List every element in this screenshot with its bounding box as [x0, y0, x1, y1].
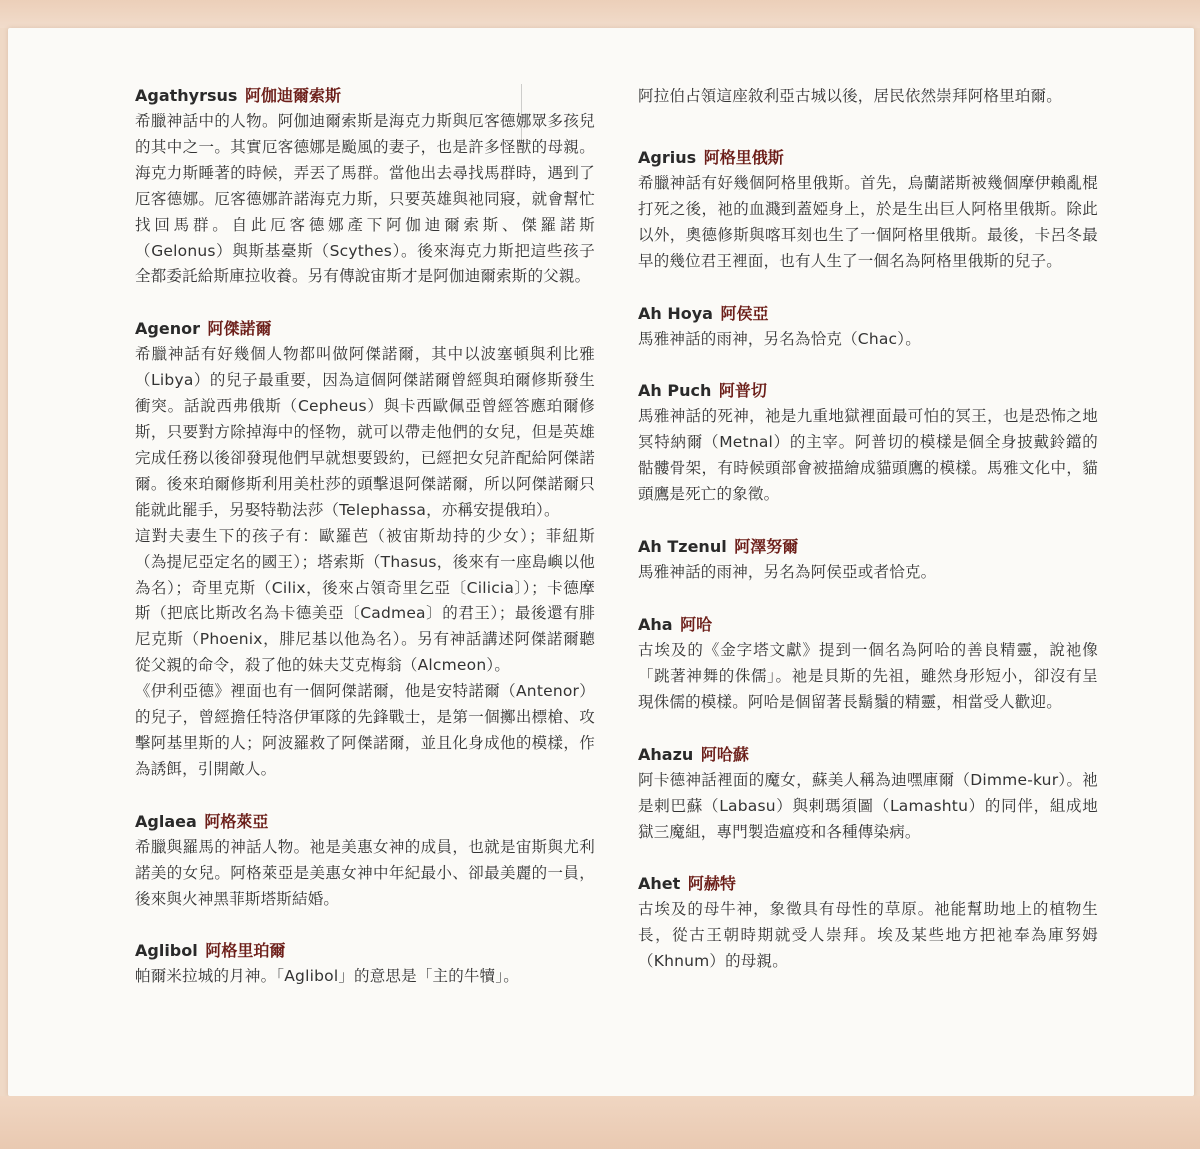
- entry-body: [638, 404, 1098, 508]
- entry-body: [638, 768, 1098, 846]
- entry-paragraph: 馬雅神話的雨神，另名為阿侯亞或者恰克。: [638, 563, 937, 582]
- headword-english: Agathyrsus: [135, 86, 238, 105]
- entry-headword: [638, 872, 1098, 896]
- entry-body: [638, 560, 1098, 586]
- entry-body: [135, 109, 595, 290]
- dictionary-entry: [638, 84, 1098, 110]
- entry-headword: [638, 613, 1098, 637]
- dictionary-entry: [135, 939, 595, 990]
- headword-english: Agrius: [638, 147, 697, 167]
- entry-headword: [135, 939, 595, 963]
- headword-english: Ah Puch: [638, 381, 712, 401]
- headword-chinese: 阿格萊亞: [204, 811, 269, 831]
- entry-paragraph: 阿卡德神話裡面的魔女，蘇美人稱為迪嘿庫爾（Dimme-kur）。祂是剌巴蘇（Labasu）與剌瑪須圖（Lamashtu）的同伴，組成地獄三魔組，專門製造瘟疫和各種傳染病。: [638, 770, 1098, 841]
- headword-chinese: 阿澤努爾: [734, 537, 799, 557]
- dictionary-entry: [135, 84, 595, 290]
- dictionary-entry: [638, 379, 1098, 508]
- dictionary-entry: [135, 317, 595, 782]
- left-column: [135, 84, 595, 1017]
- headword-english: Ah Hoya: [638, 303, 713, 323]
- headword-chinese: 阿哈蘇: [700, 744, 749, 764]
- headword-english: Agenor: [135, 319, 200, 339]
- entry-headword: [135, 810, 595, 834]
- entry-paragraph: 古埃及的《金字塔文獻》提到一個名為阿哈的善良精靈，說祂像「跳著神舞的侏儒」。祂是貝斯的先祖，雖然身形短小，卻沒有呈現侏儒的模樣。阿哈是個留著長鬍鬚的精靈，相當受人歡迎。: [638, 640, 1098, 711]
- entry-headword: [638, 146, 1098, 170]
- headword-chinese: 阿傑諾爾: [207, 319, 272, 339]
- headword-english: Aha: [638, 614, 673, 634]
- entry-headword: [135, 84, 595, 108]
- headword-english: Ah Tzenul: [638, 537, 727, 557]
- headword-english: Ahet: [638, 874, 681, 894]
- entry-paragraph: 帕爾米拉城的月神。「Aglibol」的意思是「主的牛犢」。: [135, 967, 519, 986]
- headword-chinese: 阿格里珀爾: [205, 941, 286, 961]
- entry-body: [638, 897, 1098, 975]
- dictionary-entry: [135, 810, 595, 913]
- headword-chinese: 阿普切: [718, 381, 767, 401]
- entry-paragraph: 希臘神話有好幾個阿格里俄斯。首先，烏蘭諾斯被幾個摩伊賴亂棍打死之後，祂的血濺到蓋婭身上，於是生出巨人阿格里俄斯。除此以外，奧德修斯與喀耳刻也生了一個阿格里俄斯。最後，卡呂冬最早的幾位君王裡面，也有人生了一個名為阿格里俄斯的兒子。: [638, 173, 1098, 270]
- entry-headword: [638, 743, 1098, 767]
- right-column: [638, 84, 1098, 1002]
- entry-body: [638, 171, 1098, 275]
- entry-body: [135, 342, 595, 782]
- headword-chinese: 阿赫特: [687, 874, 736, 894]
- dictionary-entry: [638, 535, 1098, 586]
- entry-paragraph: 馬雅神話的雨神，另名為恰克（Chac）。: [638, 329, 921, 348]
- entry-paragraph: 阿拉伯占領這座敘利亞古城以後，居民依然崇拜阿格里珀爾。: [638, 87, 1062, 105]
- headword-chinese: 阿侯亞: [720, 303, 769, 323]
- entry-headword: [638, 535, 1098, 559]
- entry-paragraph: 這對夫妻生下的孩子有：歐羅芭（被宙斯劫持的少女）；菲紐斯（為提尼亞定名的國王）；塔索斯（Thasus，後來有一座島嶼以他為名）；奇里克斯（Cilix，後來占領奇里乞亞〔Cilicia〕）；卡德摩斯（把底比斯改名為卡德美亞〔Cadmea〕的君王）；最後還有腓尼克斯（Phoenix，腓尼基以他為名）。另有神話講述阿傑諾爾聽從父親的命令，殺了他的妹夫艾克梅翁（Alcmeon）。: [135, 526, 595, 675]
- entry-headword: [638, 379, 1098, 403]
- entry-body: [135, 835, 595, 913]
- headword-chinese: 阿哈: [680, 614, 713, 634]
- scan-bottom-band: [0, 1096, 1200, 1149]
- dictionary-entry: [638, 302, 1098, 353]
- entry-body: [638, 327, 1098, 353]
- entry-paragraph: 希臘神話有好幾個人物都叫做阿傑諾爾，其中以波塞頓與利比雅（Libya）的兒子最重要，因為這個阿傑諾爾曾經與珀爾修斯發生衝突。話說西弗俄斯（Cepheus）與卡西歐佩亞曾經答應珀爾修斯，只要對方除掉海中的怪物，就可以帶走他們的女兒，但是英雄完成任務以後卻發現他們早就想要毀約，已經把女兒許配給阿傑諾爾。後來珀爾修斯利用美杜莎的頭擊退阿傑諾爾，所以阿傑諾爾只能就此罷手，另娶特勒法莎（Telephassa，亦稱安提俄珀）。: [135, 345, 595, 519]
- headword-english: Ahazu: [638, 744, 694, 764]
- entry-paragraph: 希臘與羅馬的神話人物。祂是美惠女神的成員，也就是宙斯與尤利諾美的女兒。阿格萊亞是美惠女神中年紀最小、卻最美麗的一員，後來與火神黑菲斯塔斯結婚。: [135, 837, 595, 908]
- dictionary-entry: [638, 146, 1098, 275]
- entry-paragraph: 古埃及的母牛神，象徵具有母性的草原。祂能幫助地上的植物生長，從古王朝時期就受人崇拜。埃及某些地方把祂奉為庫努姆（Khnum）的母親。: [638, 900, 1098, 971]
- headword-english: Aglaea: [135, 811, 197, 831]
- entry-headword: [135, 317, 595, 341]
- entry-paragraph: 馬雅神話的死神，祂是九重地獄裡面最可怕的冥王，也是恐怖之地冥特納爾（Metnal）的主宰。阿普切的模樣是個全身披戴鈴鐺的骷髏骨架，有時候頭部會被描繪成貓頭鷹的模樣。馬雅文化中，貓頭鷹是死亡的象徵。: [638, 407, 1098, 504]
- dictionary-entry: [638, 743, 1098, 846]
- headword-chinese: 阿格里俄斯: [703, 147, 784, 167]
- entry-body: [638, 638, 1098, 716]
- entry-paragraph: 希臘神話中的人物。阿伽迪爾索斯是海克力斯與厄客德娜眾多孩兒的其中之一。其實厄客德娜是颱風的妻子，也是許多怪獸的母親。海克力斯睡著的時候，弄丟了馬群。當他出去尋找馬群時，遇到了厄客德娜。厄客德娜許諾海克力斯，只要英雄與祂同寢，就會幫忙找回馬群。自此厄客德娜產下阿伽迪爾索斯、傑羅諾斯（Gelonus）與斯基臺斯（Scythes）。後來海克力斯把這些孩子全都委託給斯庫拉收養。另有傳說宙斯才是阿伽迪爾索斯的父親。: [135, 112, 595, 286]
- dictionary-entry: [638, 872, 1098, 975]
- entry-body: [638, 84, 1098, 110]
- scan-top-band: [0, 0, 1200, 28]
- entry-headword: [638, 302, 1098, 326]
- dictionary-entry: [638, 613, 1098, 716]
- entry-paragraph: 《伊利亞德》裡面也有一個阿傑諾爾，他是安特諾爾（Antenor）的兒子，曾經擔任特洛伊軍隊的先鋒戰士，是第一個擲出標槍、攻擊阿基里斯的人；阿波羅救了阿傑諾爾，並且化身成他的模樣，作為誘餌，引開敵人。: [135, 682, 595, 778]
- entry-body: [135, 964, 595, 990]
- headword-chinese: 阿伽迪爾索斯: [245, 86, 342, 105]
- headword-english: Aglibol: [135, 941, 198, 961]
